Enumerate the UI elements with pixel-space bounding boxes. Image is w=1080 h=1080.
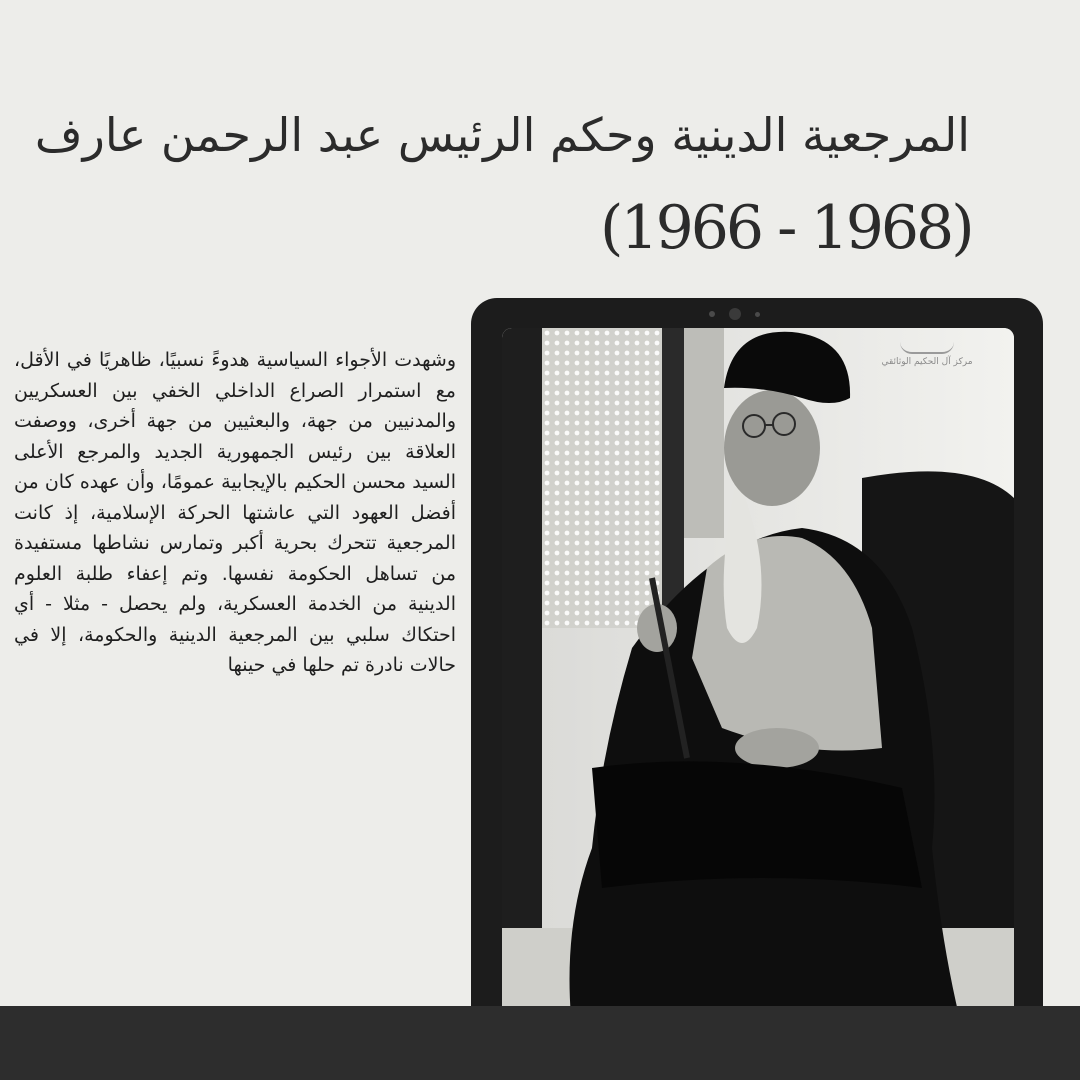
- years-subtitle: (1966 - 1968): [600, 193, 972, 263]
- tablet-screen: [502, 328, 1014, 1028]
- tablet-frame: [471, 298, 1043, 1038]
- portrait-photo: [502, 328, 1014, 1028]
- page-title: المرجعية الدينية وحكم الرئيس عبد الرحمن عارف: [34, 108, 970, 162]
- photo-watermark: [852, 342, 1002, 368]
- article-body: وشهدت الأجواء السياسية هدوءً نسبيًا، ظاهريًا في الأقل، مع استمرار الصراع الداخلي الخفي بين العسكريين والمدنيين من جهة، والبعثيين من جهة أخرى، ووصفت العلاقة بين رئيس الجمهورية الجديد والمرجع الأعلى السيد محسن الحكيم بالإيجابية عمومًا، وأن عهده كان من أفضل العهود التي عاشتها الحركة الإسلامية، إذ كانت المرجعية تتحرك بحرية أكبر وتمارس نشاطها مستفيدة من تساهل الحكومة نفسها. وتم إعفاء طلبة العلوم الدينية من الخدمة العسكرية، ولم يحصل - مثلا - أي احتكاك سلبي بين المرجعية الدينية والحكومة، إلا في حالات نادرة تم حلها في حينها: [14, 349, 456, 676]
- watermark-label: مركز آل الحكيم الوثائقي: [881, 357, 973, 367]
- sensor-dot-left: [709, 311, 715, 317]
- logo-mark-icon: [900, 342, 954, 354]
- sensor-dot-right: [755, 312, 760, 317]
- camera-icon: [729, 308, 741, 320]
- footer-bar: [0, 1006, 1080, 1080]
